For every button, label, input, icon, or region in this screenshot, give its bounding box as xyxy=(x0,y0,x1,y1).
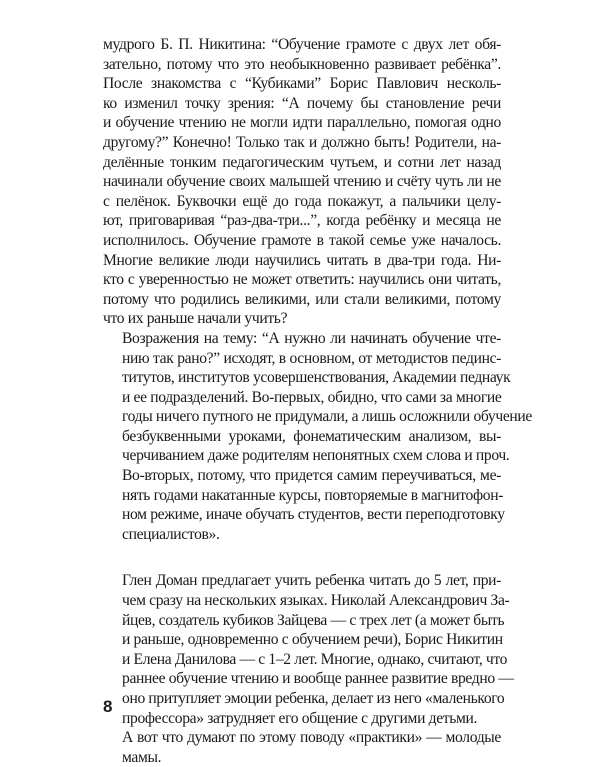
text-line: безбуквенными уроками, фонематическим анализом, вы- xyxy=(122,427,501,445)
section-spacer xyxy=(103,544,501,571)
text-line: зательно, потому что это необыкновенно развивает ребёнка”. xyxy=(103,55,501,73)
paragraph-objections xyxy=(103,329,532,545)
text-line: годы ничего путного не придумали, а лишь осложнили обучение xyxy=(122,408,532,426)
text-line: и Елена Данилова — с 1–2 лет. Многие, однако, считают, что xyxy=(122,650,508,668)
text-line: ко изменил точку зрения: “А почему бы становление речи xyxy=(103,94,501,112)
text-line: что их раньше начали учить? xyxy=(103,310,288,328)
text-line: исполнилось. Обучение грамоте в такой семье уже началось. xyxy=(103,231,501,249)
text-line: оно притупляет эмоции ребенка, делает из него «маленького xyxy=(122,690,505,707)
text-line: чем сразу на нескольких языках. Николай Александрович За- xyxy=(122,592,510,610)
text-line: А вот что думают по этому поводу «практики» — молодые xyxy=(122,729,501,747)
page-body xyxy=(103,35,532,767)
text-line: ном режиме, иначе обучать студентов, вести переподготовку xyxy=(122,506,505,524)
paragraph-nikitin-quote xyxy=(103,35,501,329)
page-number: 8 xyxy=(103,697,113,716)
text-line: с пелёнок. Буквочки ещё до года покажут, а пальчики целу- xyxy=(103,192,501,210)
text-line: специалистов». xyxy=(122,525,220,543)
text-line: и обучение чтению не могли идти параллельно, помогая одно xyxy=(103,114,501,132)
text-line: нию так рано?” исходят, в основном, от методистов пединс- xyxy=(122,349,501,367)
text-line: Глен Доман предлагает учить ребенка читать до 5 лет, при- xyxy=(122,572,501,590)
text-line: черчиванием даже родителям непонятных схем слова и проч. xyxy=(122,447,510,465)
text-line: Во-вторых, потому, что придется самим переучиваться, ме- xyxy=(122,467,501,485)
paragraph-practitioners-intro xyxy=(103,728,501,767)
text-line: йцев, создатель кубиков Зайцева — с трех лет (а может быть xyxy=(122,611,505,629)
text-line: После знакомства с “Кубиками” Борис Павлович несколь- xyxy=(103,75,501,93)
text-line: нять годами накатанные курсы, повторяемые в магнитофон- xyxy=(122,486,504,504)
text-line: раннее обучение чтению и вообще раннее развитие вредно — xyxy=(122,670,514,688)
text-line: кто с уверенностью не может ответить: научились они читать, xyxy=(103,271,501,289)
paragraph-methods-overview xyxy=(103,571,514,728)
text-line: ют, приговаривая “раз-два-три...”, когда ребёнку и месяца не xyxy=(103,212,501,230)
text-line: мамы. xyxy=(122,748,162,766)
text-line: профессора» затрудняет его общение с другими детьми. xyxy=(122,709,478,727)
text-line: Возражения на тему: “А нужно ли начинать обучение чте- xyxy=(122,329,501,347)
text-line: мудрого Б. П. Никитина: “Обучение грамоте с двух лет обя- xyxy=(103,36,501,53)
text-line: и ее подразделений. Во-первых, обидно, что сами за многие xyxy=(122,388,502,406)
text-line: титутов, институтов усовершенствования, Академии педнаук xyxy=(122,369,511,387)
text-line: и раньше, одновременно с обучением речи), Борис Никитин xyxy=(122,631,503,649)
text-line: делённые тонким педагогическим чутьем, и сотни лет назад xyxy=(103,153,501,171)
text-line: начинали обучение своих малышей чтению и счёту чуть ли не xyxy=(103,173,501,191)
text-line: Многие великие люди научились читать в два-три года. Ни- xyxy=(103,251,501,269)
text-line: другому?” Конечно! Только так и должно быть! Родители, на- xyxy=(103,133,501,151)
text-line: потому что родились великими, или стали великими, потому xyxy=(103,290,501,308)
